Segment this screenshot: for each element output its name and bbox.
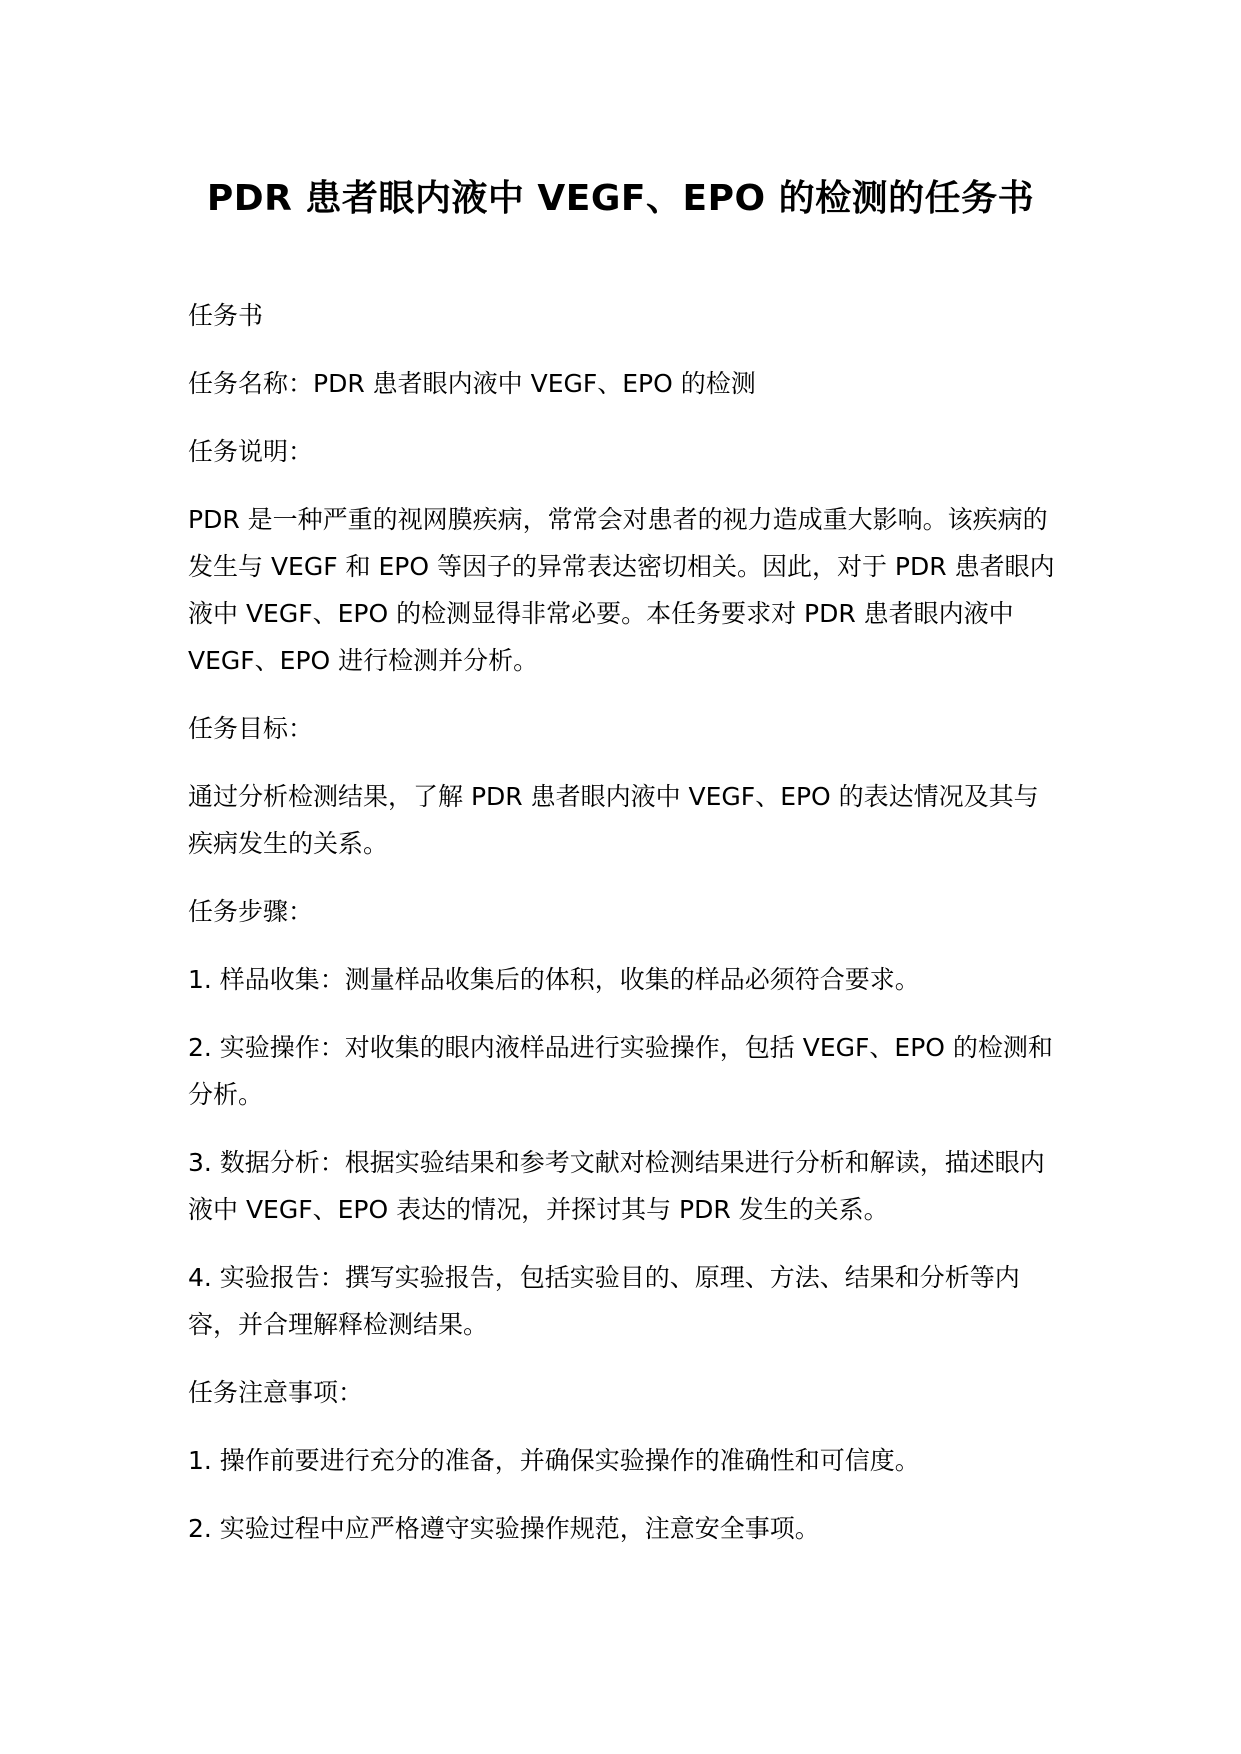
paragraph-step-2: 2. 实验操作：对收集的眼内液样品进行实验操作，包括 VEGF、EPO 的检测和分析。 (188, 1033, 1053, 1109)
paragraph-note-1: 1. 操作前要进行充分的准备，并确保实验操作的准确性和可信度。 (188, 1446, 920, 1475)
paragraph-heading-notes: 任务注意事项： (188, 1378, 364, 1407)
paragraph-heading-goal: 任务目标： (188, 714, 314, 743)
paragraph-heading-task-book: 任务书 (188, 301, 264, 330)
document-body (188, 292, 1058, 1573)
paragraph-heading-steps: 任务步骤： (188, 897, 314, 926)
paragraph-heading-description: 任务说明： (188, 437, 314, 466)
document-title: PDR 患者眼内液中 VEGF、EPO 的检测的任务书 (206, 178, 1035, 219)
paragraph-step-4: 4. 实验报告：撰写实验报告，包括实验目的、原理、方法、结果和分析等内容，并合理解释检测结果。 (188, 1263, 1020, 1339)
paragraph-description: PDR 是一种严重的视网膜疾病，常常会对患者的视力造成重大影响。该疾病的发生与 VEGF 和 EPO 等因子的异常表达密切相关。因此，对于 PDR 患者眼内液中 VEGF、EPO 的检测显得非常必要。本任务要求对 PDR 患者眼内液中 VEGF、EPO 进行检测并分析。 (188, 505, 1055, 675)
paragraph-step-3: 3. 数据分析：根据实验结果和参考文献对检测结果进行分析和解读，描述眼内液中 VEGF、EPO 表达的情况，并探讨其与 PDR 发生的关系。 (188, 1148, 1045, 1224)
paragraph-task-name: 任务名称：PDR 患者眼内液中 VEGF、EPO 的检测 (188, 369, 756, 398)
paragraph-step-1: 1. 样品收集：测量样品收集后的体积，收集的样品必须符合要求。 (188, 965, 920, 994)
paragraph-goal: 通过分析检测结果，了解 PDR 患者眼内液中 VEGF、EPO 的表达情况及其与疾病发生的关系。 (188, 782, 1039, 858)
paragraph-note-2: 2. 实验过程中应严格遵守实验操作规范，注意安全事项。 (188, 1514, 820, 1543)
